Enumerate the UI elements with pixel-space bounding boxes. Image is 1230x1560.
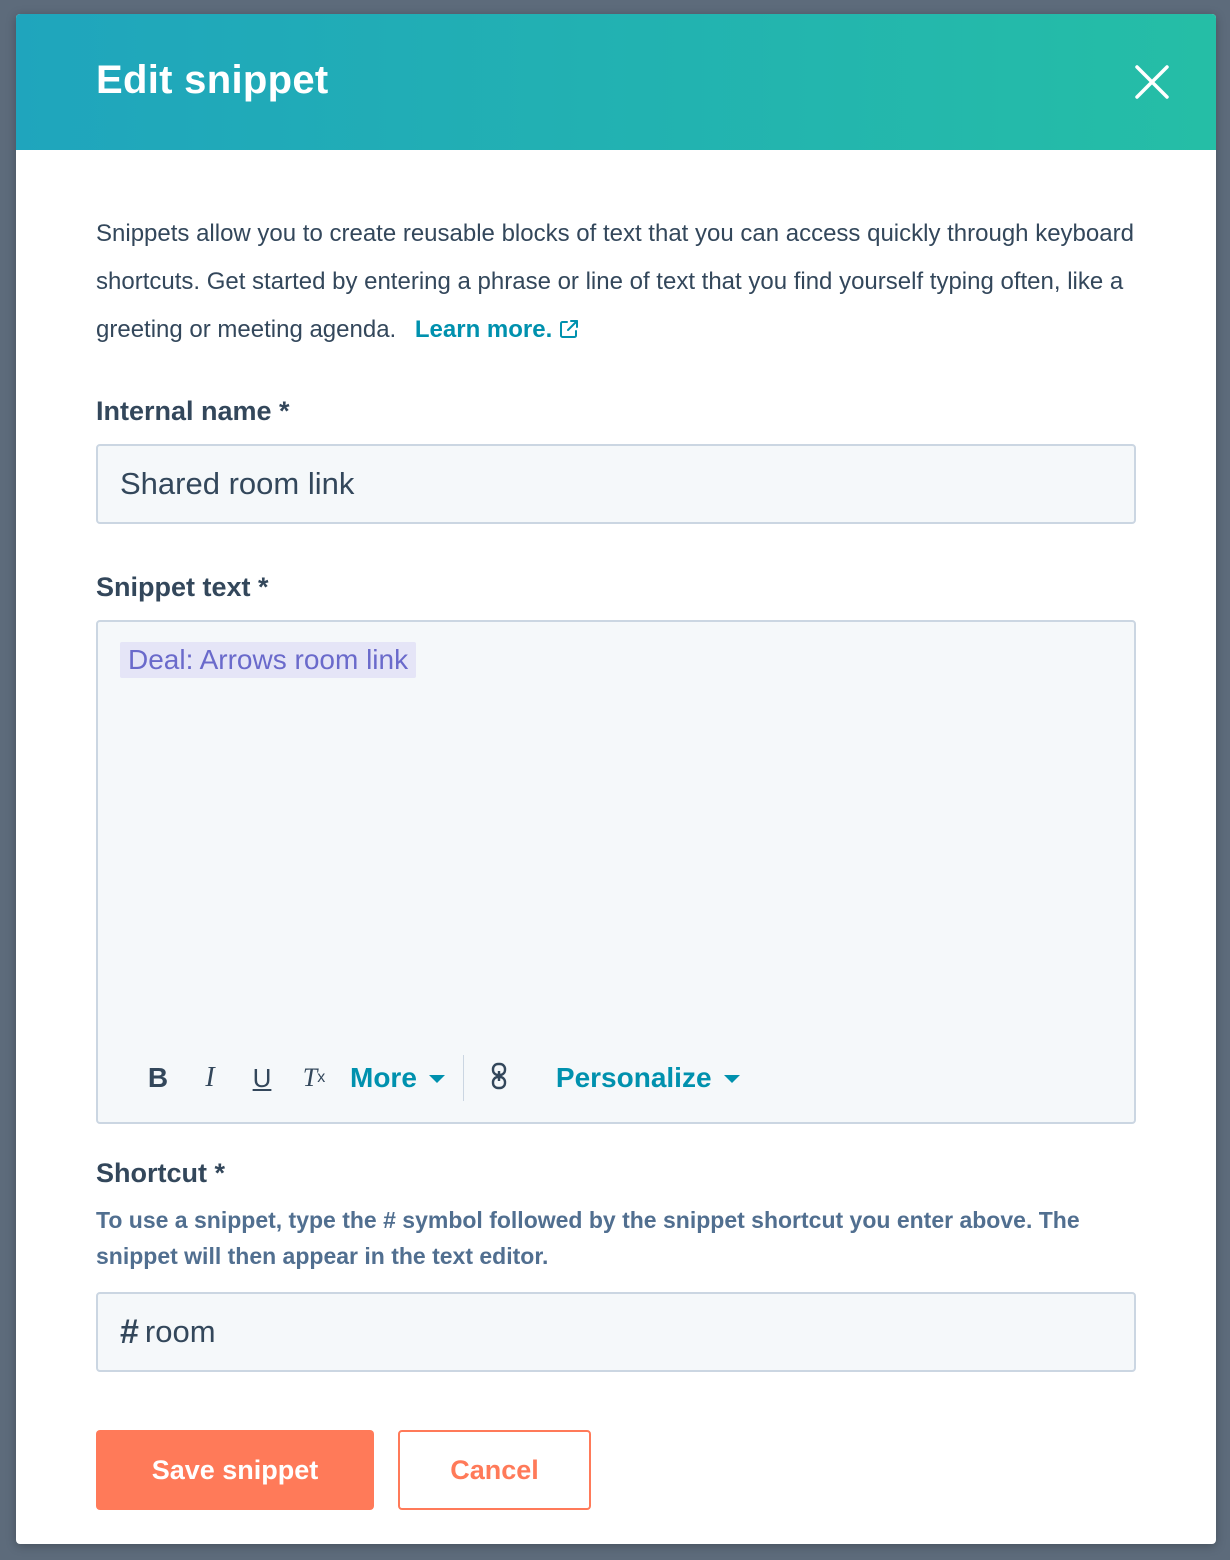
dialog-actions <box>96 1430 591 1510</box>
internal-name-input[interactable] <box>96 444 1136 524</box>
shortcut-label: Shortcut * <box>96 1158 226 1188</box>
internal-name-value: Shared room link <box>120 466 355 501</box>
shortcut-value: room <box>144 1314 216 1349</box>
link-icon <box>490 1062 508 1095</box>
save-snippet-button[interactable]: Save snippet <box>96 1430 374 1510</box>
clear-formatting-icon: T <box>302 1063 318 1092</box>
personalize-label: Personalize <box>555 1062 712 1093</box>
dialog-body <box>96 150 1136 1485</box>
learn-more-label: Learn more. <box>414 316 553 343</box>
chevron-down-icon <box>429 1075 445 1083</box>
personalization-token[interactable]: Deal: Arrows room link <box>120 642 416 678</box>
more-label: More <box>350 1062 417 1093</box>
learn-more-link[interactable] <box>415 316 580 343</box>
shortcut-help-text: To use a snippet, type the # symbol followed by the snippet shortcut you enter above. The snippet will then appear in the text editor. <box>96 1207 1080 1269</box>
edit-snippet-dialog <box>16 14 1216 1544</box>
shortcut-input[interactable] <box>96 1292 1136 1372</box>
intro-text <box>96 210 1136 357</box>
underline-button[interactable]: U <box>252 1062 272 1093</box>
external-link-icon <box>558 309 580 357</box>
close-icon[interactable] <box>1134 64 1170 100</box>
hash-prefix: # <box>120 1312 139 1351</box>
internal-name-label: Internal name * <box>96 396 290 426</box>
italic-button[interactable]: I <box>205 1062 215 1093</box>
snippet-text-editor[interactable] <box>96 620 1136 1124</box>
toolbar-divider <box>463 1055 464 1101</box>
clear-formatting-sub: x <box>317 1069 326 1086</box>
link-button[interactable] <box>484 1054 514 1102</box>
clear-formatting-button[interactable] <box>288 1054 340 1102</box>
cancel-button[interactable]: Cancel <box>398 1430 591 1510</box>
dialog-header <box>16 14 1216 150</box>
intro-description: Snippets allow you to create reusable blocks of text that you can access quickly through keyboard shortcuts. Get started by entering a phrase or line of text that you find yourself typing often, like a greeting or meeting agenda. <box>96 220 1134 343</box>
snippet-text-label: Snippet text * <box>96 572 269 602</box>
more-dropdown[interactable] <box>350 1062 445 1094</box>
personalize-dropdown[interactable] <box>556 1062 740 1094</box>
editor-toolbar <box>132 1050 740 1106</box>
chevron-down-icon <box>724 1075 740 1083</box>
bold-button[interactable]: B <box>147 1062 169 1093</box>
dialog-title: Edit snippet <box>96 58 329 102</box>
